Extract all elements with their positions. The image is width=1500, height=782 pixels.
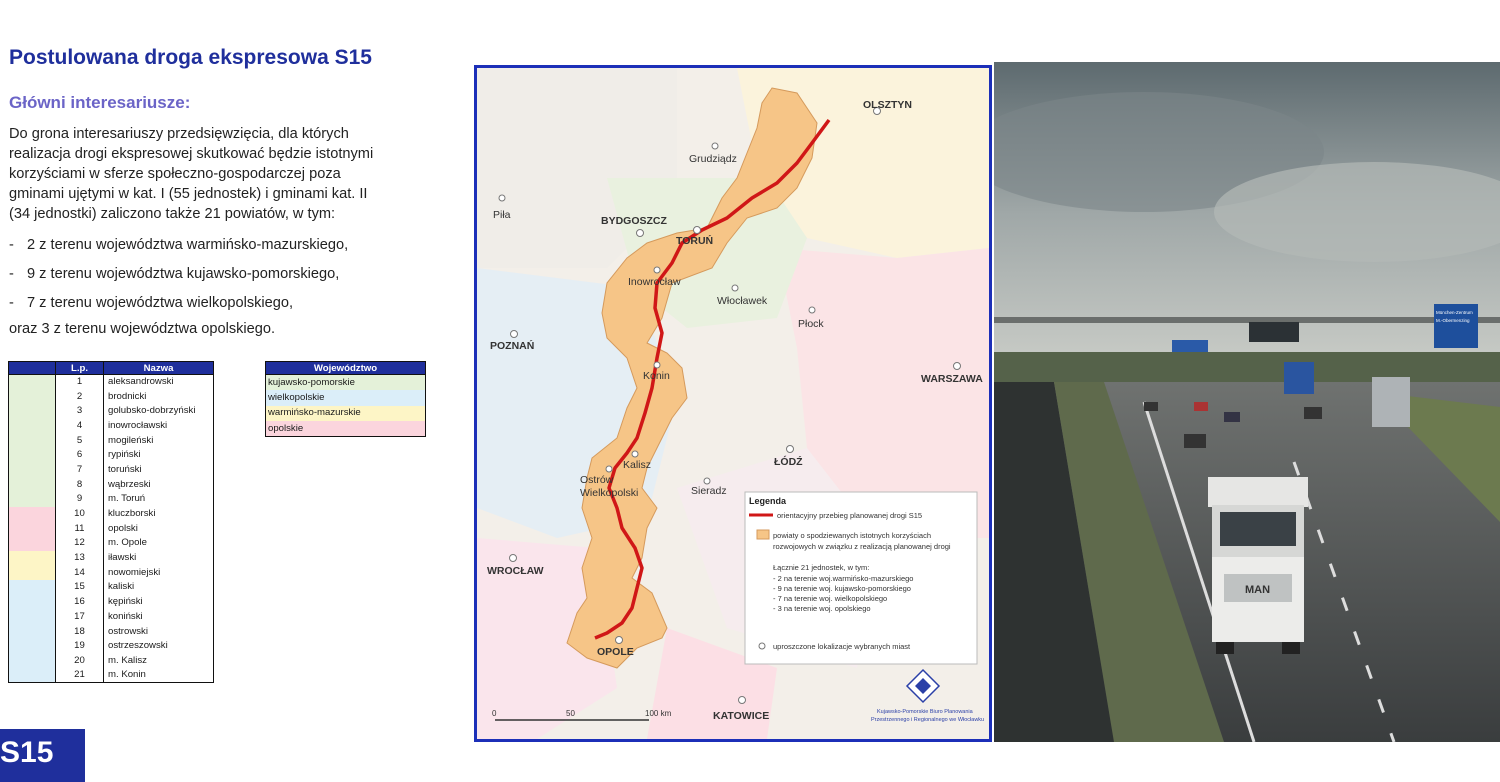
lp-cell: 8 bbox=[56, 477, 104, 492]
city-label-katowice: KATOWICE bbox=[713, 710, 770, 722]
region-swatch bbox=[9, 507, 56, 522]
region-swatch bbox=[9, 463, 56, 478]
region-swatch bbox=[9, 419, 56, 434]
name-cell: ostrowski bbox=[104, 624, 214, 639]
name-cell: kaliski bbox=[104, 580, 214, 595]
city-marker bbox=[704, 478, 710, 484]
lp-cell: 21 bbox=[56, 668, 104, 683]
truck-wheel bbox=[1282, 642, 1300, 654]
table-row bbox=[9, 551, 214, 566]
wojewodztwa-body bbox=[266, 375, 426, 437]
region-swatch bbox=[9, 668, 56, 683]
lp-cell: 12 bbox=[56, 536, 104, 551]
table-row bbox=[9, 375, 214, 390]
overhead-signal bbox=[1249, 322, 1299, 342]
table-row bbox=[9, 389, 214, 404]
institution-line1: Kujawsko-Pomorskie Biuro Planowania bbox=[877, 709, 973, 715]
city-marker bbox=[694, 227, 701, 234]
closing-line: oraz 3 z terenu województwa opolskiego. bbox=[9, 321, 276, 337]
name-cell: m. Kalisz bbox=[104, 654, 214, 669]
car bbox=[1144, 402, 1158, 411]
table-row bbox=[266, 375, 426, 391]
wojewodztwa-header: Województwo bbox=[266, 362, 426, 375]
legend-city-symbol bbox=[759, 643, 765, 649]
city-label-wroclaw: WROCŁAW bbox=[487, 565, 544, 577]
region-swatch bbox=[9, 536, 56, 551]
page-title: Postulowana droga ekspresowa S15 bbox=[9, 46, 372, 69]
lp-cell: 11 bbox=[56, 521, 104, 536]
city-marker bbox=[654, 267, 660, 273]
table-row bbox=[9, 654, 214, 669]
legend-item: - 7 na terenie woj. wielkopolskiego bbox=[773, 594, 888, 603]
powiaty-table bbox=[8, 361, 214, 683]
bus bbox=[1284, 362, 1314, 394]
photo-svg bbox=[994, 62, 1500, 742]
table-row bbox=[9, 463, 214, 478]
lp-cell: 1 bbox=[56, 375, 104, 390]
city-marker bbox=[954, 363, 961, 370]
city-label-wloclawek: Włocławek bbox=[717, 295, 768, 307]
city-marker bbox=[787, 446, 794, 453]
lp-cell: 10 bbox=[56, 507, 104, 522]
car bbox=[1194, 402, 1208, 411]
name-cell: m. Konin bbox=[104, 668, 214, 683]
city-marker bbox=[632, 451, 638, 457]
city-marker bbox=[739, 697, 746, 704]
route-map bbox=[474, 65, 992, 742]
table-row bbox=[9, 521, 214, 536]
region-cell: wielkopolskie bbox=[266, 390, 426, 406]
name-cell: golubsko-dobrzyński bbox=[104, 404, 214, 419]
highway-photo bbox=[994, 62, 1500, 742]
sign-text: M.-Obermenzing bbox=[1436, 318, 1470, 323]
lp-cell: 9 bbox=[56, 492, 104, 507]
table-row bbox=[9, 565, 214, 580]
table-row bbox=[9, 404, 214, 419]
scale-label: 0 bbox=[492, 709, 497, 718]
legend-item: - 3 na terenie woj. opolskiego bbox=[773, 604, 871, 613]
s15-footer-badge: S15 bbox=[0, 729, 85, 782]
table-row bbox=[9, 639, 214, 654]
truck-windshield bbox=[1220, 512, 1296, 546]
intro-line: gminami ujętymi w kat. I (55 jednostek) i gminami kat. II bbox=[9, 186, 368, 202]
table-row bbox=[9, 536, 214, 551]
name-cell: kluczborski bbox=[104, 507, 214, 522]
table-row bbox=[9, 624, 214, 639]
car bbox=[1184, 434, 1206, 448]
institution-line2: Przestrzennego i Regionalnego we Włocławku bbox=[871, 717, 985, 723]
region-swatch bbox=[9, 404, 56, 419]
table-row bbox=[266, 406, 426, 422]
truck bbox=[1208, 477, 1308, 654]
table-row bbox=[9, 477, 214, 492]
table-row bbox=[9, 595, 214, 610]
legend-title: Legenda bbox=[749, 496, 787, 506]
legend-total: Łącznie 21 jednostek, w tym: bbox=[773, 563, 870, 572]
truck-far bbox=[1372, 377, 1410, 427]
region-cell: opolskie bbox=[266, 421, 426, 437]
city-label-olsztyn: OLSZTYN bbox=[863, 99, 912, 111]
powiaty-body bbox=[9, 375, 214, 683]
region-swatch bbox=[9, 624, 56, 639]
region-swatch bbox=[9, 551, 56, 566]
city-label-torun: TORUŃ bbox=[676, 235, 714, 247]
intro-line: (34 jednostki) zaliczono także 21 powiatów, w tym: bbox=[9, 206, 336, 222]
truck-brand: MAN bbox=[1245, 584, 1271, 596]
table-row bbox=[9, 668, 214, 683]
city-marker bbox=[809, 307, 815, 313]
city-marker bbox=[510, 555, 517, 562]
truck-trailer bbox=[1208, 477, 1308, 507]
region-swatch bbox=[9, 595, 56, 610]
city-label-ostrow: Ostrów bbox=[580, 474, 614, 486]
intro-paragraph bbox=[9, 124, 449, 224]
name-cell: kępiński bbox=[104, 595, 214, 610]
city-marker bbox=[654, 362, 660, 368]
region-swatch bbox=[9, 448, 56, 463]
region-swatch bbox=[9, 580, 56, 595]
city-label-lodz: ŁÓDŹ bbox=[774, 456, 803, 468]
city-label-warszawa: WARSZAWA bbox=[921, 373, 983, 385]
table-row bbox=[9, 419, 214, 434]
bullet-item: - 9 z terenu województwa kujawsko-pomorskiego, bbox=[9, 266, 340, 282]
table-row bbox=[9, 580, 214, 595]
region-swatch bbox=[9, 639, 56, 654]
city-label-poznan: POZNAŃ bbox=[490, 340, 535, 352]
map-legend bbox=[745, 492, 977, 664]
lp-cell: 14 bbox=[56, 565, 104, 580]
lp-cell: 5 bbox=[56, 433, 104, 448]
bullet-item: - 7 z terenu województwa wielkopolskiego, bbox=[9, 295, 294, 311]
legend-item: - 2 na terenie woj.warmińsko-mazurskiego bbox=[773, 574, 914, 583]
region-swatch bbox=[9, 565, 56, 580]
lp-cell: 16 bbox=[56, 595, 104, 610]
city-marker bbox=[712, 143, 718, 149]
region-swatch bbox=[9, 521, 56, 536]
legend-city-note: uproszczone lokalizacje wybranych miast bbox=[773, 642, 911, 651]
section-subtitle: Główni interesariusze: bbox=[9, 93, 191, 112]
city-marker bbox=[637, 230, 644, 237]
name-cell: brodnicki bbox=[104, 389, 214, 404]
city-label-sieradz: Sieradz bbox=[691, 485, 727, 497]
name-cell: opolski bbox=[104, 521, 214, 536]
city-label-pila: Piła bbox=[493, 209, 511, 221]
table-row bbox=[9, 610, 214, 625]
city-marker bbox=[732, 285, 738, 291]
legend-area-symbol bbox=[757, 530, 769, 539]
city-label-bydgoszcz: BYDGOSZCZ bbox=[601, 215, 667, 227]
city-label-opole: OPOLE bbox=[597, 646, 634, 658]
region-swatch bbox=[9, 610, 56, 625]
map-svg bbox=[477, 68, 989, 739]
car bbox=[1224, 412, 1240, 422]
swatch-header bbox=[9, 362, 56, 375]
scale-label: 50 bbox=[566, 709, 575, 718]
city-label-wielkopolski: Wielkopolski bbox=[580, 487, 639, 499]
intro-line: realizacja drogi ekspresowej skutkować będzie istotnymi bbox=[9, 146, 374, 162]
region-swatch bbox=[9, 477, 56, 492]
scale-label: 100 km bbox=[645, 709, 672, 718]
legend-area-line2: rozwojowych w związku z realizacją planowanej drogi bbox=[773, 542, 951, 551]
name-cell: toruński bbox=[104, 463, 214, 478]
lp-cell: 3 bbox=[56, 404, 104, 419]
region-cell: kujawsko-pomorskie bbox=[266, 375, 426, 391]
table-row bbox=[9, 448, 214, 463]
name-cell: iławski bbox=[104, 551, 214, 566]
name-cell: mogileński bbox=[104, 433, 214, 448]
city-marker bbox=[511, 331, 518, 338]
lp-cell: 6 bbox=[56, 448, 104, 463]
legend-item: - 9 na terenie woj. kujawsko-pomorskiego bbox=[773, 584, 911, 593]
lp-cell: 2 bbox=[56, 389, 104, 404]
name-cell: m. Toruń bbox=[104, 492, 214, 507]
legend-area-line1: powiaty o spodziewanych istotnych korzyściach bbox=[773, 531, 931, 540]
region-swatch bbox=[9, 492, 56, 507]
bullet-list bbox=[9, 235, 348, 322]
table-row bbox=[266, 390, 426, 406]
truck-wheel bbox=[1216, 642, 1234, 654]
table-row bbox=[266, 421, 426, 437]
sign-gantry bbox=[994, 317, 1500, 323]
name-header: Nazwa bbox=[104, 362, 214, 375]
name-cell: inowrocławski bbox=[104, 419, 214, 434]
lp-cell: 17 bbox=[56, 610, 104, 625]
name-cell: koniński bbox=[104, 610, 214, 625]
city-label-kalisz: Kalisz bbox=[623, 459, 652, 471]
lp-cell: 7 bbox=[56, 463, 104, 478]
lp-cell: 4 bbox=[56, 419, 104, 434]
city-label-grudziadz: Grudziądz bbox=[689, 153, 737, 165]
name-cell: rypiński bbox=[104, 448, 214, 463]
region-cell: warmińsko-mazurskie bbox=[266, 406, 426, 422]
lp-cell: 13 bbox=[56, 551, 104, 566]
lp-cell: 15 bbox=[56, 580, 104, 595]
lp-cell: 19 bbox=[56, 639, 104, 654]
city-marker bbox=[606, 466, 612, 472]
city-label-inowroclaw: Inowrocław bbox=[628, 276, 681, 288]
table-row bbox=[9, 433, 214, 448]
region-swatch bbox=[9, 433, 56, 448]
name-cell: m. Opole bbox=[104, 536, 214, 551]
lp-cell: 20 bbox=[56, 654, 104, 669]
bullet-item: - 2 z terenu województwa warmińsko-mazurskiego, bbox=[9, 237, 349, 253]
region-swatch bbox=[9, 389, 56, 404]
sign-text: München-Zentrum bbox=[1436, 310, 1473, 315]
car bbox=[1304, 407, 1322, 419]
lp-header: L.p. bbox=[56, 362, 104, 375]
region-swatch bbox=[9, 375, 56, 390]
intro-line: Do grona interesariuszy przedsięwzięcia, dla których bbox=[9, 126, 349, 142]
city-label-konin: Konin bbox=[643, 370, 670, 382]
intro-line: korzyściami w sferze społeczno-gospodarczej poza bbox=[9, 166, 341, 182]
region-swatch bbox=[9, 654, 56, 669]
city-marker bbox=[499, 195, 505, 201]
city-label-plock: Płock bbox=[798, 318, 824, 330]
city-marker bbox=[616, 637, 623, 644]
legend-route-label: orientacyjny przebieg planowanej drogi S15 bbox=[777, 511, 923, 520]
tree-line bbox=[994, 352, 1500, 382]
name-cell: wąbrzeski bbox=[104, 477, 214, 492]
table-row bbox=[9, 507, 214, 522]
name-cell: aleksandrowski bbox=[104, 375, 214, 390]
lp-cell: 18 bbox=[56, 624, 104, 639]
name-cell: nowomiejski bbox=[104, 565, 214, 580]
name-cell: ostrzeszowski bbox=[104, 639, 214, 654]
table-row bbox=[9, 492, 214, 507]
wojewodztwa-table bbox=[265, 361, 426, 437]
